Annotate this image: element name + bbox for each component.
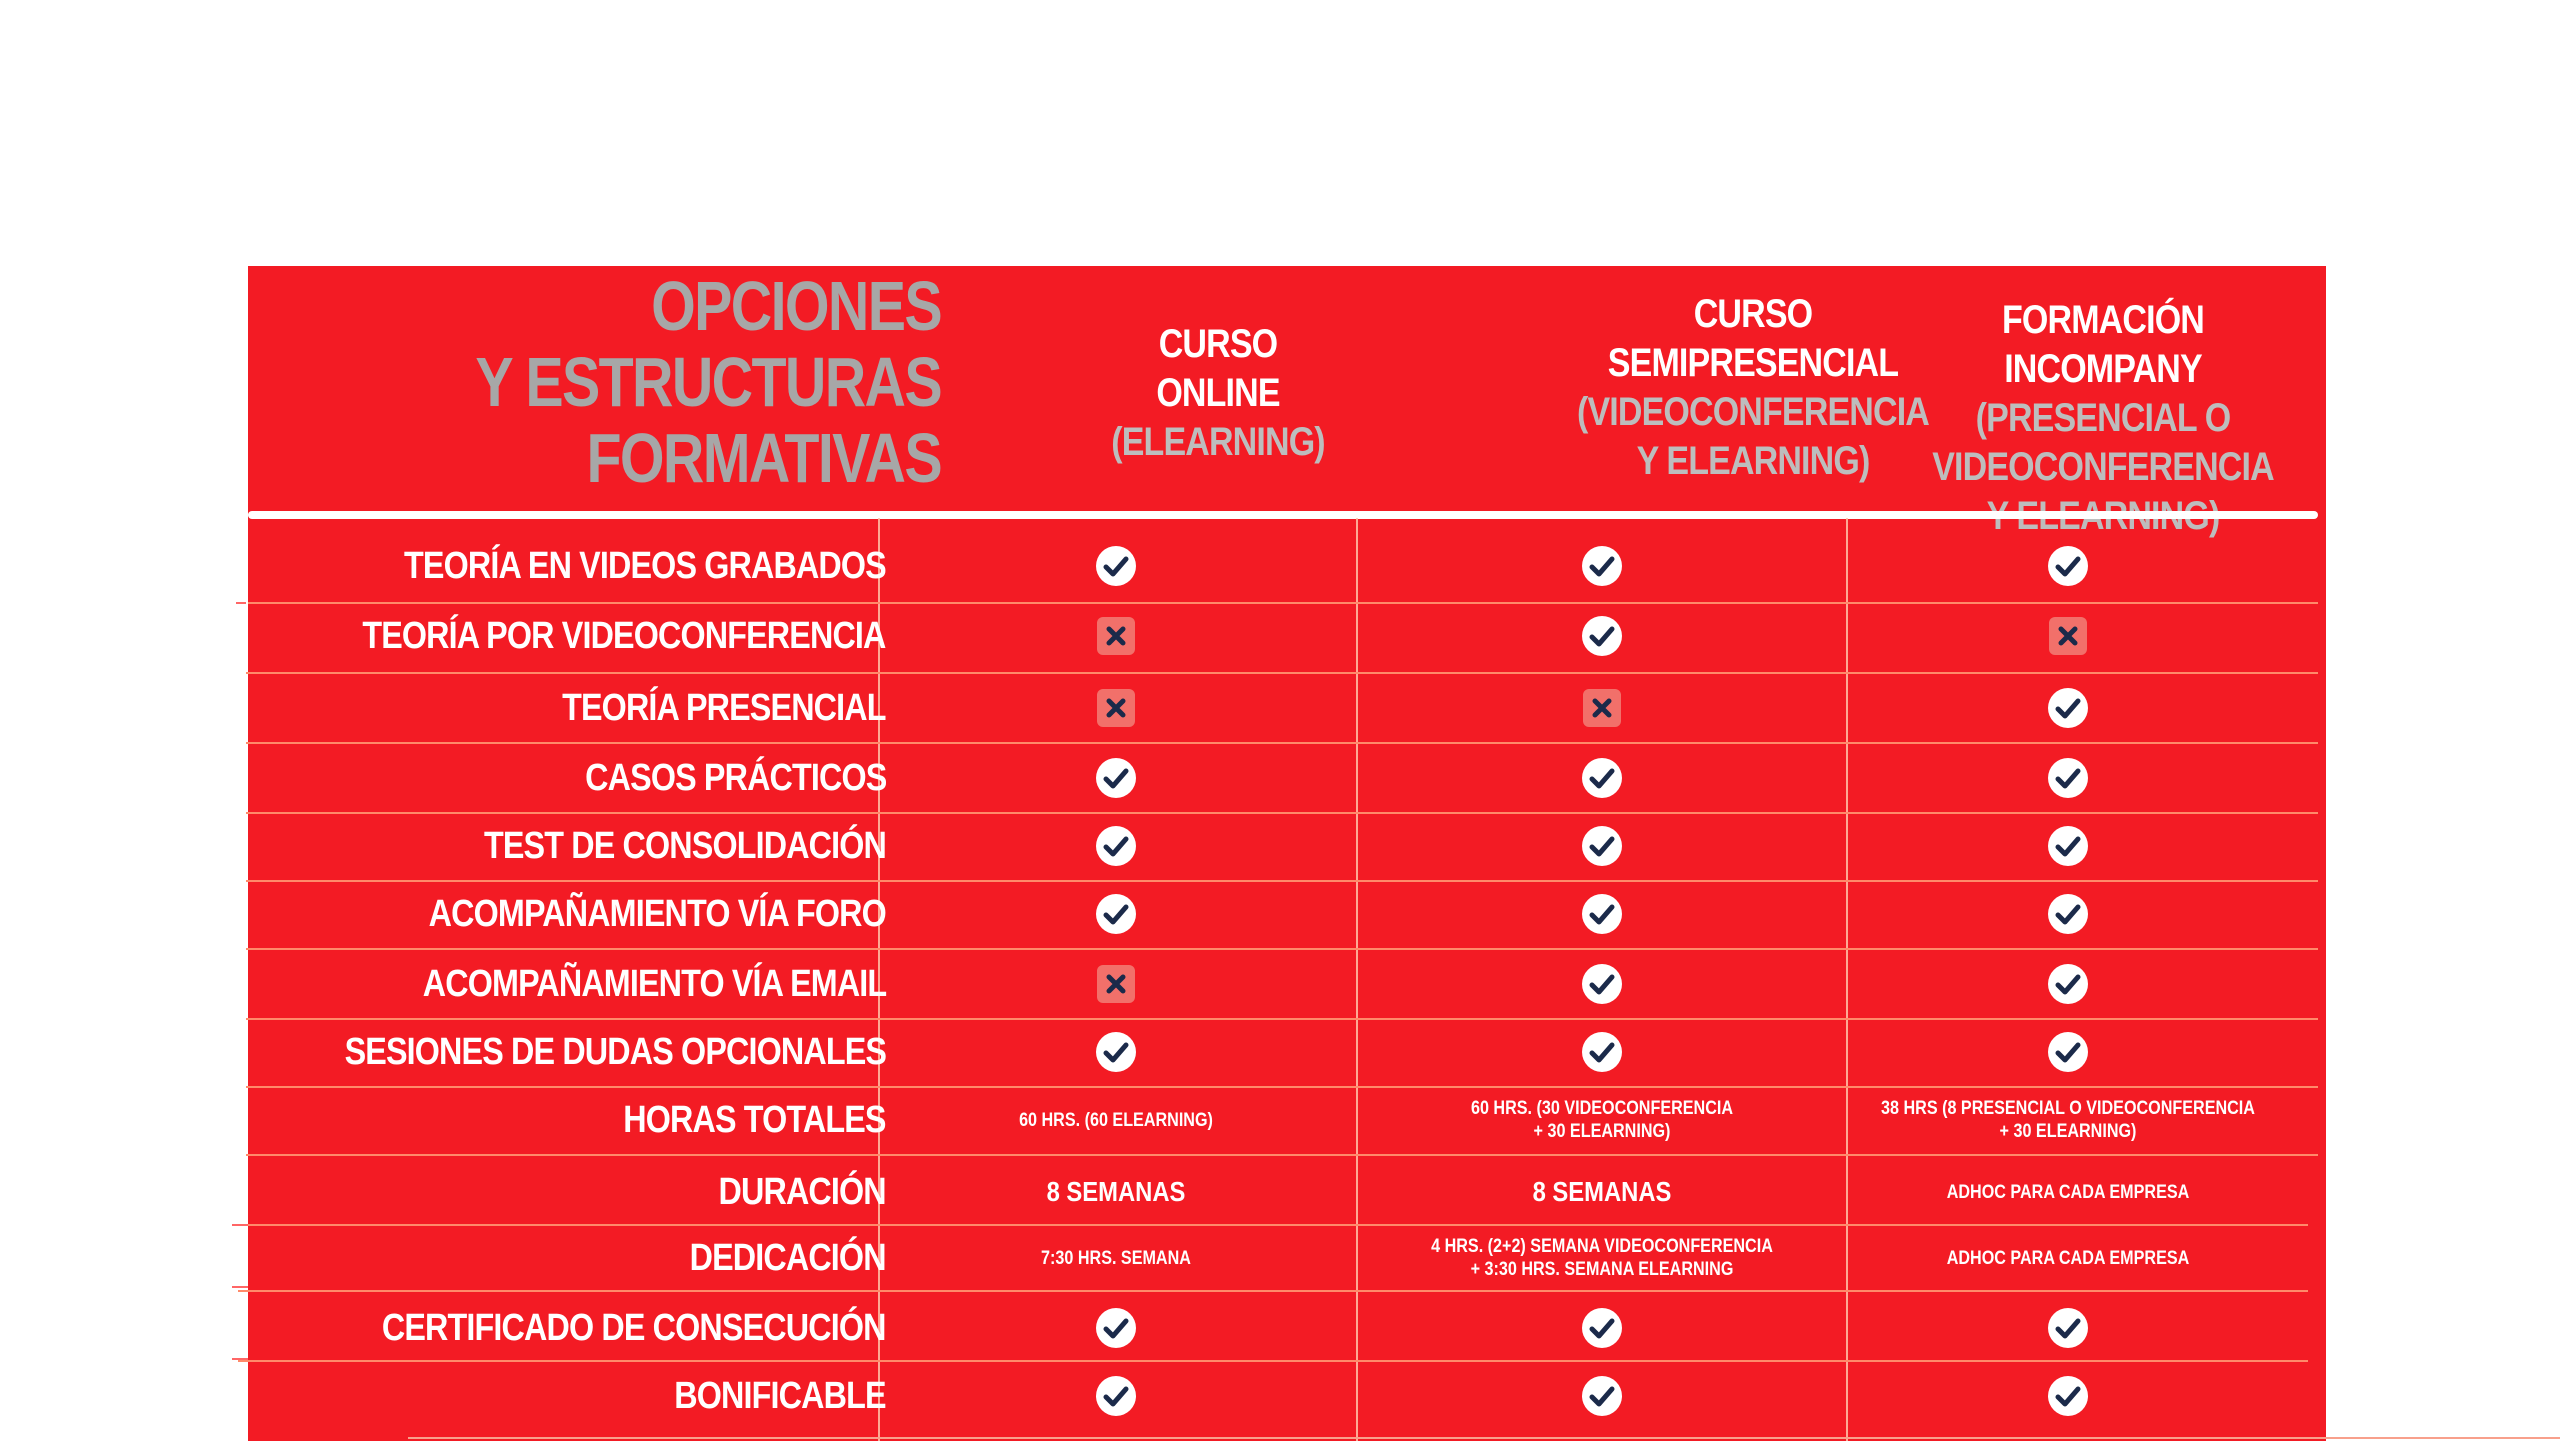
row-label: TEORÍA PRESENCIAL — [562, 687, 886, 729]
column-header-line: FORMACIÓN INCOMPANY — [2001, 298, 2204, 391]
row-divider — [246, 1086, 2318, 1088]
check-icon — [2048, 758, 2088, 798]
cell-text-line: 60 HRS. (60 ELEARNING) — [1019, 1109, 1213, 1131]
cross-icon — [1583, 689, 1623, 729]
column-header-line: ONLINE — [1156, 371, 1280, 415]
check-icon — [1582, 1376, 1622, 1416]
cross-icon — [2049, 617, 2089, 657]
title-line: Y ESTRUCTURAS — [475, 343, 941, 421]
row-label: DURACIÓN — [718, 1171, 886, 1213]
check-icon — [2048, 1308, 2088, 1348]
column-header-line: VIDEOCONFERENCIA — [1932, 445, 2274, 489]
column-header-online — [1008, 320, 1428, 467]
check-icon — [1096, 1376, 1136, 1416]
check-icon — [1096, 826, 1136, 866]
bottom-rule — [408, 1437, 2560, 1439]
cell-text — [1347, 1235, 1857, 1281]
cell-text-line: 8 SEMANAS — [1046, 1176, 1186, 1207]
row-divider — [246, 880, 2318, 882]
row-divider — [248, 602, 2318, 604]
row-divider — [246, 1154, 2318, 1156]
check-icon — [1582, 758, 1622, 798]
check-icon — [1096, 894, 1136, 934]
column-header-line: CURSO — [1693, 292, 1813, 336]
column-header-line: (VIDEOCONFERENCIA — [1576, 390, 1930, 434]
check-icon — [2048, 964, 2088, 1004]
column-divider — [1356, 518, 1358, 1441]
column-header-line: Y ELEARNING) — [1636, 439, 1870, 483]
check-icon — [2048, 826, 2088, 866]
cross-icon — [1097, 617, 1137, 657]
column-divider — [1846, 518, 1848, 1441]
title-line: FORMATIVAS — [586, 419, 941, 497]
row-divider — [246, 1018, 2318, 1020]
row-label: CERTIFICADO DE CONSECUCIÓN — [382, 1307, 886, 1349]
edge-mark — [236, 602, 246, 604]
cell-text-line: 4 HRS. (2+2) SEMANA VIDEOCONFERENCIA — [1431, 1236, 1773, 1257]
cell-text-line: ADHOC PARA CADA EMPRESA — [1946, 1181, 2190, 1203]
cell-text — [861, 1109, 1371, 1132]
row-label: ACOMPAÑAMIENTO VÍA EMAIL — [422, 963, 886, 1005]
cell-text-line: + 30 ELEARNING) — [1999, 1121, 2137, 1142]
cell-text-line: + 3:30 HRS. SEMANA ELEARNING — [1470, 1259, 1734, 1280]
check-icon — [1096, 758, 1136, 798]
check-icon — [2048, 894, 2088, 934]
header-divider — [248, 511, 2318, 519]
cell-text — [861, 1175, 1371, 1209]
cell-text — [1347, 1097, 1857, 1143]
row-divider — [246, 672, 2318, 674]
cell-text-line: + 30 ELEARNING) — [1533, 1121, 1671, 1142]
row-divider — [246, 1224, 2308, 1226]
cell-text-line: 8 SEMANAS — [1532, 1176, 1672, 1207]
cell-text-line: ADHOC PARA CADA EMPRESA — [1946, 1247, 2190, 1269]
check-icon — [2048, 1032, 2088, 1072]
check-icon — [2048, 546, 2088, 586]
check-icon — [1582, 826, 1622, 866]
edge-mark — [232, 1224, 248, 1226]
row-label: TEORÍA EN VIDEOS GRABADOS — [404, 545, 886, 587]
check-icon — [1096, 546, 1136, 586]
cross-icon — [1097, 689, 1137, 729]
check-icon — [1096, 1032, 1136, 1072]
cell-text-line: 7:30 HRS. SEMANA — [1041, 1247, 1191, 1269]
comparison-table — [248, 266, 2326, 1441]
check-icon — [1582, 964, 1622, 1004]
cell-text-line: 60 HRS. (30 VIDEOCONFERENCIA — [1470, 1098, 1734, 1119]
cell-text — [1813, 1247, 2323, 1270]
cross-icon — [1097, 965, 1137, 1005]
check-icon — [1096, 1308, 1136, 1348]
check-icon — [1582, 546, 1622, 586]
row-label: HORAS TOTALES — [623, 1099, 886, 1141]
check-icon — [1582, 616, 1622, 656]
check-icon — [2048, 1376, 2088, 1416]
row-label: ACOMPAÑAMIENTO VÍA FORO — [428, 893, 886, 935]
row-label: DEDICACIÓN — [689, 1237, 886, 1279]
check-icon — [2048, 688, 2088, 728]
column-header-line: (ELEARNING) — [1111, 420, 1325, 464]
table-title — [241, 268, 941, 496]
row-label: CASOS PRÁCTICOS — [584, 757, 886, 799]
column-header-incompany — [1878, 296, 2328, 541]
title-line: OPCIONES — [651, 267, 941, 345]
cell-text — [1347, 1175, 1857, 1209]
cell-text-line: 38 HRS (8 PRESENCIAL O VIDEOCONFERENCIA — [1881, 1098, 2255, 1119]
check-icon — [1582, 1308, 1622, 1348]
check-icon — [1582, 894, 1622, 934]
row-divider — [246, 742, 2318, 744]
row-label: TEST DE CONSOLIDACIÓN — [483, 825, 886, 867]
row-divider — [246, 948, 2318, 950]
cell-text — [861, 1247, 1371, 1270]
row-label: SESIONES DE DUDAS OPCIONALES — [344, 1031, 886, 1073]
edge-mark — [232, 1358, 248, 1360]
row-divider — [238, 1360, 2308, 1362]
edge-mark — [232, 1286, 248, 1288]
cell-text — [1813, 1097, 2323, 1143]
row-label: BONIFICABLE — [674, 1375, 886, 1417]
row-label: TEORÍA POR VIDEOCONFERENCIA — [362, 615, 886, 657]
row-divider — [246, 812, 2318, 814]
row-divider — [238, 1290, 2308, 1292]
cell-text — [1813, 1181, 2323, 1204]
column-header-line: CURSO — [1158, 322, 1278, 366]
check-icon — [1582, 1032, 1622, 1072]
column-header-line: (PRESENCIAL O — [1975, 396, 2231, 440]
column-header-line: SEMIPRESENCIAL — [1607, 341, 1899, 385]
